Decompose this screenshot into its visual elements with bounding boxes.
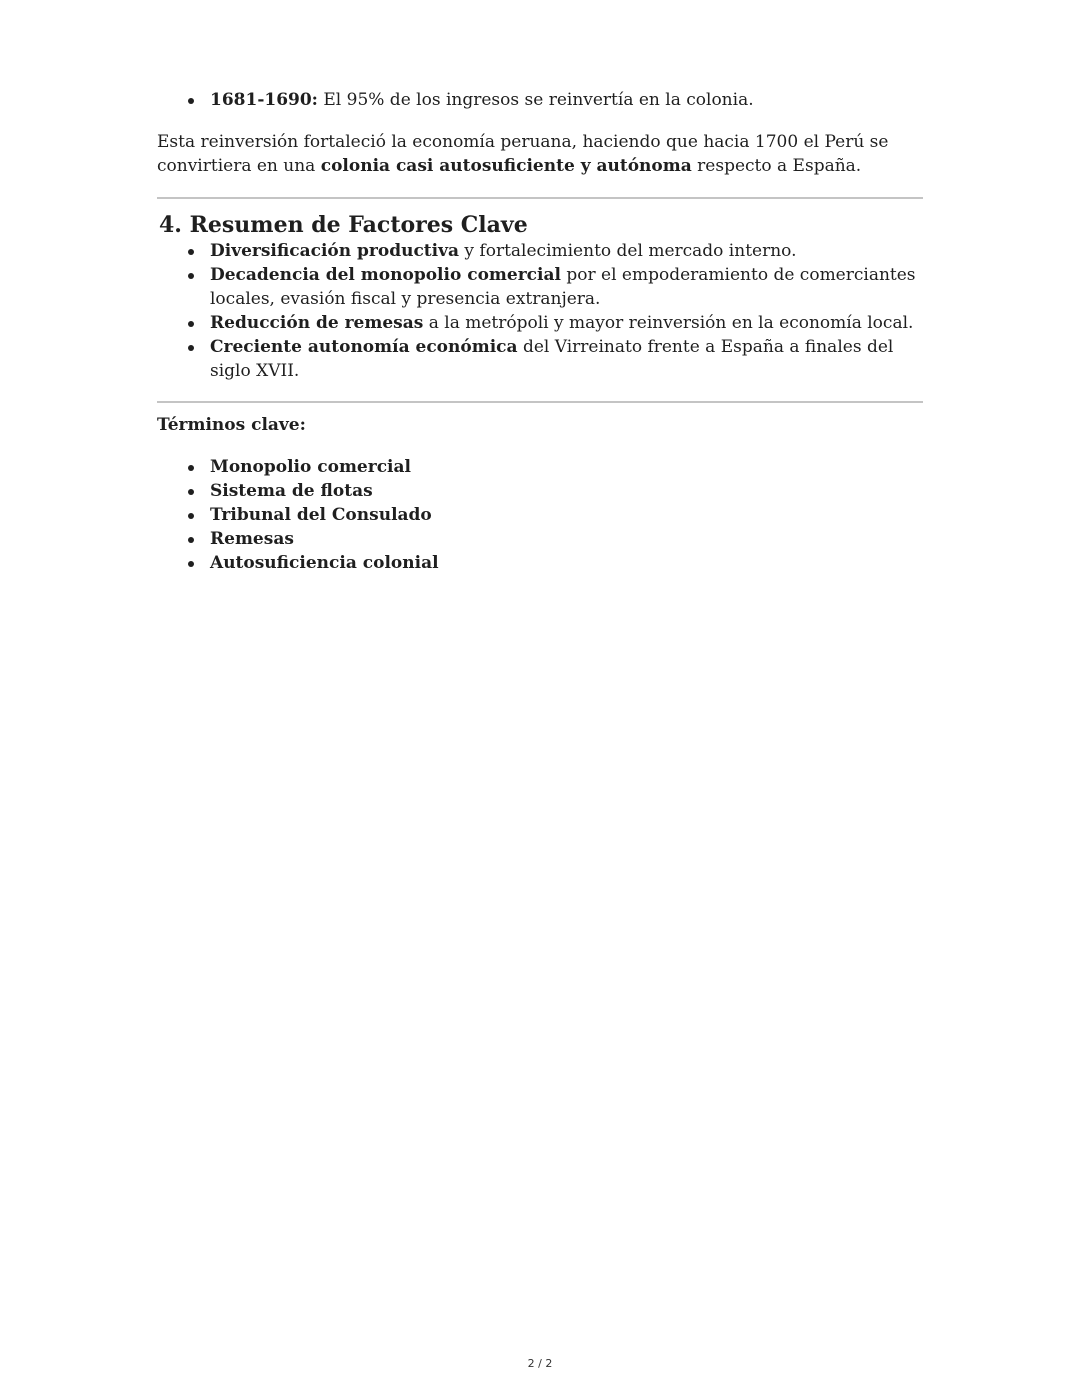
factor-label: Reducción de remesas [210,313,424,333]
page-number: 2 / 2 [527,1357,553,1370]
factor-label: Creciente autonomía económica [210,337,518,357]
paragraph-emphasis: colonia casi autosuficiente y autónoma [320,156,692,176]
key-factors-list [157,239,923,383]
term-item: Monopolio comercial [210,455,923,479]
section-divider [157,401,923,403]
period-label: 1681-1690: [210,90,318,110]
terms-title: Términos clave: [157,415,306,435]
paragraph-text: Esta reinversión fortaleció la economía peruana, haciendo que hacia 1700 el Perú se convirtiera en una [157,132,889,176]
period-text: El 95% de los ingresos se reinvertía en la colonia. [317,90,754,110]
list-item [210,335,923,383]
list-item [210,239,923,263]
factor-label: Decadencia del monopolio comercial [210,265,561,285]
document-page [157,88,923,575]
reinvestment-paragraph [157,130,923,178]
term-item: Sistema de flotas [210,479,923,503]
factor-text: a la metrópoli y mayor reinversión en la economía local. [423,313,914,333]
list-item [210,88,923,112]
paragraph-text-end: respecto a España. [691,156,862,176]
term-item: Tribunal del Consulado [210,503,923,527]
list-item [210,311,923,335]
section-heading: 4. Resumen de Factores Clave [159,212,528,238]
factor-text: por el empoderamiento de comerciantes locales, evasión fiscal y presencia extranjera. [210,265,916,309]
term-item: Remesas [210,527,923,551]
period-list [157,88,923,112]
factor-label: Diversificación productiva [210,241,460,261]
section-divider [157,197,923,199]
factor-text: y fortalecimiento del mercado interno. [459,241,797,261]
factor-text: del Virreinato frente a España a finales del siglo XVII. [210,337,894,381]
key-terms-list [157,455,923,575]
term-item: Autosuficiencia colonial [210,551,923,575]
list-item [210,263,923,311]
